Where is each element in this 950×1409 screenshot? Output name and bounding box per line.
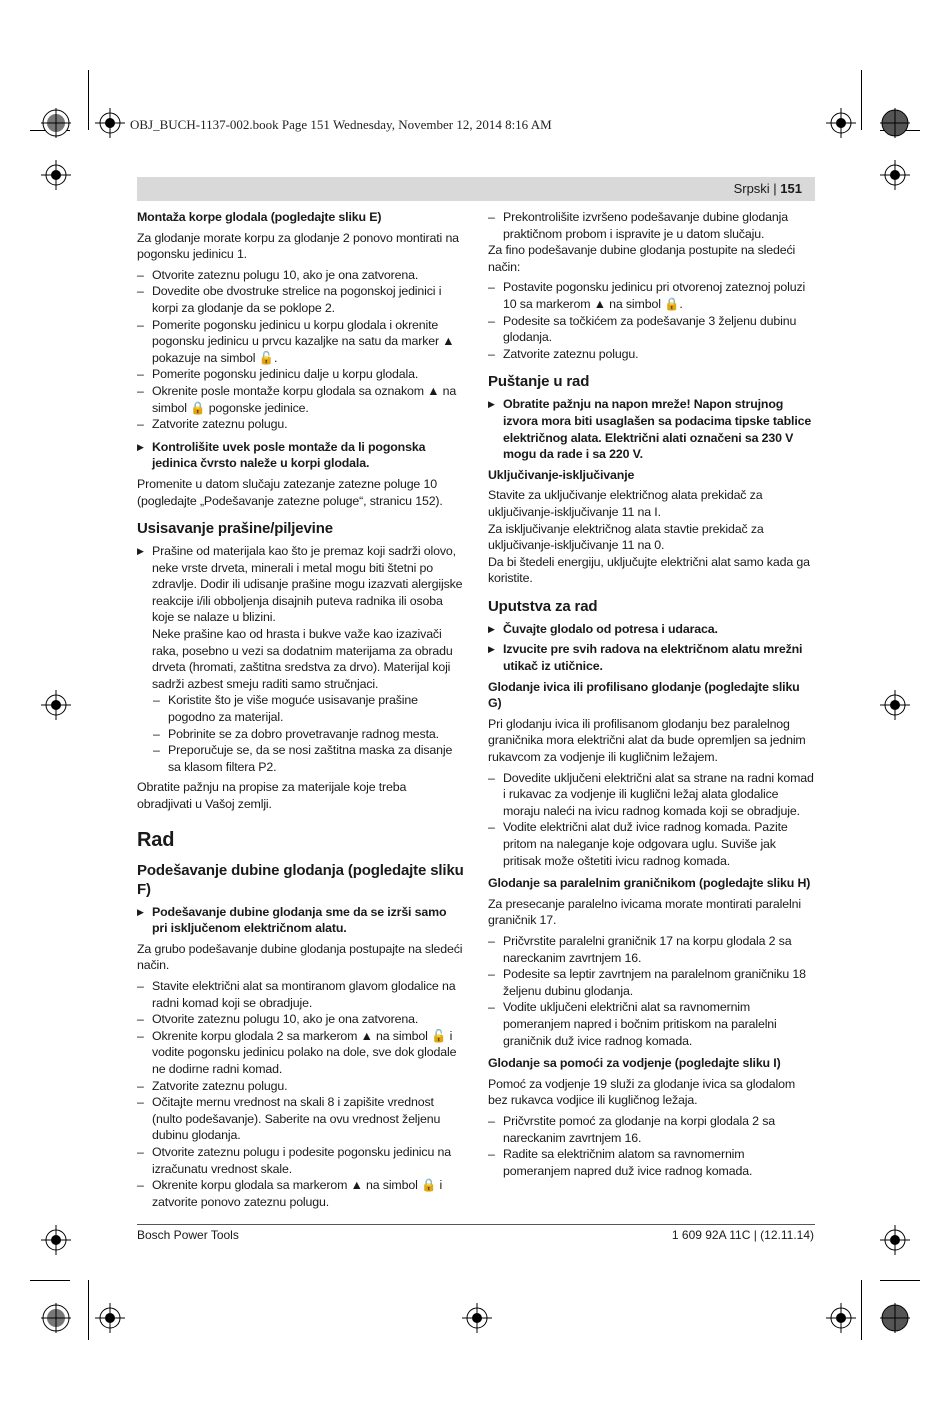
registration-mark-icon bbox=[95, 1303, 125, 1333]
warning-item: ▶ Izvucite pre svih radova na električnom alatu mrežni utikač iz utičnice. bbox=[488, 641, 815, 674]
section-title: Glodanje sa paralelnim graničnikom (pogledajte sliku H) bbox=[488, 876, 811, 891]
registration-mark-icon bbox=[880, 1225, 910, 1255]
crop-mark bbox=[861, 70, 862, 130]
paragraph: Promenite u datom slučaju zatezanje zatezne poluge 10 (pogledajte „Podešavanje zatezne poluge“, stranicu 152). bbox=[137, 476, 443, 508]
section-title: Usisavanje prašine/piljevine bbox=[137, 520, 333, 538]
list-item: – Otvorite zateznu polugu 10, ako je ona zatvorena. bbox=[137, 1011, 464, 1028]
list-item: – Okrenite korpu glodala 2 sa markerom ▲ na simbol 🔓 i vodite pogonsku jedinicu polako na dole, sve dok glodale ne dodirne radni komad. bbox=[137, 1028, 464, 1078]
list-item: – Pomerite pogonsku jedinicu dalje u korpu glodala. bbox=[137, 366, 464, 383]
dash-list bbox=[488, 1113, 815, 1179]
list-item: – Okrenite posle montaže korpu glodala sa oznakom ▲ na simbol 🔒 pogonske jedinice. bbox=[137, 383, 464, 416]
section-title: Podešavanje dubine glodanja (pogledajte sliku F) bbox=[137, 861, 464, 898]
paragraph: Da bi štedeli energiju, uključujte električni alat samo kada ga koristite. bbox=[488, 554, 810, 586]
registration-mark-icon bbox=[41, 108, 71, 138]
section-title: Uključivanje-isključivanje bbox=[488, 467, 635, 482]
registration-mark-icon bbox=[826, 1303, 856, 1333]
list-item: – Preporučuje se, da se nosi zaštitna maska za disanje sa klasom filtera P2. bbox=[137, 742, 464, 775]
registration-mark-icon bbox=[41, 1225, 71, 1255]
page-number: 151 bbox=[780, 181, 802, 196]
list-item: – Postavite pogonsku jedinicu pri otvorenoj zateznoj poluzi 10 sa markerom ▲ na simbol 🔒. bbox=[488, 279, 815, 312]
registration-mark-icon bbox=[462, 1303, 492, 1333]
dash-list bbox=[488, 933, 815, 1049]
crop-mark bbox=[30, 1280, 70, 1281]
crop-mark bbox=[88, 70, 89, 130]
section-title: Glodanje ivica ili profilisano glodanje (pogledajte sliku G) bbox=[488, 679, 800, 711]
paragraph: Obratite pažnju na propise za materijale koje treba obradjivati u Vašoj zemlji. bbox=[137, 780, 407, 811]
chapter-title: Rad bbox=[137, 828, 175, 851]
warning-item: ▶ Obratite pažnju na napon mreže! Napon strujnog izvora mora biti usaglašen sa podacima tipske tablice električnog alata. Električni alati označeni sa 230 V mogu da rade i sa 220 V. bbox=[488, 396, 815, 462]
registration-mark-icon bbox=[41, 690, 71, 720]
section-title: Puštanje u rad bbox=[488, 373, 590, 391]
section-title: Montaža korpe glodala (pogledajte sliku E) bbox=[137, 210, 382, 224]
paragraph: Za presecanje paralelno ivicama morate montirati paralelni graničnik 17. bbox=[488, 896, 801, 928]
list-item: – Pobrinite se za dobro provetravanje radnog mesta. bbox=[137, 726, 464, 743]
footer-rule bbox=[137, 1224, 815, 1225]
dash-list bbox=[488, 279, 815, 362]
registration-mark-icon bbox=[826, 108, 856, 138]
list-item: – Otvorite zateznu polugu i podesite pogonsku jedinicu na izračunatu vrednost skale. bbox=[137, 1144, 464, 1177]
list-item: – Podesite sa leptir zavrtnjem na paralelnom graničniku 18 željenu dubinu glodanja. bbox=[488, 966, 815, 999]
dash-list bbox=[137, 267, 464, 433]
dash-list bbox=[488, 209, 815, 242]
list-item: – Prekontrolišite izvršeno podešavanje dubine glodanja praktičnom probom i ispravite je u datom slučaju. bbox=[488, 209, 815, 242]
warning-text: Prašine od materijala kao što je premaz koji sadrži olovo, neke vrste drveta, minerali i metal mogu biti štetni po zdravlje. Dodir ili udisanje prašine mogu izazvati alergijske reakcije i/ili obboljenja disajnih puteva radnika ili osoba koje se nalaze u blizini. bbox=[152, 544, 463, 625]
registration-mark-icon bbox=[95, 108, 125, 138]
list-item: – Zatvorite zateznu polugu. bbox=[488, 346, 815, 363]
warning-item: ▶ Podešavanje dubine glodanja sme da se izrši samo pri isključenom električnom alatu. bbox=[137, 904, 464, 937]
section-title: Uputstva za rad bbox=[488, 597, 598, 615]
list-item: – Stavite električni alat sa montiranom glavom glodalice na radni komad koji se obradjuje. bbox=[137, 978, 464, 1011]
list-item: – Pričvrstite pomoć za glodanje na korpi glodala 2 sa nareckanim zavrtnjem 16. bbox=[488, 1113, 815, 1146]
crop-mark bbox=[861, 1280, 862, 1340]
list-item: – Koristite što je više moguće usisavanje prašine pogodno za materijal. bbox=[137, 692, 464, 725]
warning-item: ▶ Kontrolišite uvek posle montaže da li pogonska jedinica čvrsto naleže u korpi glodala. bbox=[137, 439, 464, 472]
list-item: – Okrenite korpu glodala sa markerom ▲ na simbol 🔒 i zatvorite ponovo zateznu polugu. bbox=[137, 1177, 464, 1210]
list-item: – Otvorite zateznu polugu 10, ako je ona zatvorena. bbox=[137, 267, 464, 284]
print-slug: OBJ_BUCH-1137-002.book Page 151 Wednesday, November 12, 2014 8:16 AM bbox=[130, 117, 552, 132]
running-header: Srpski | 151 bbox=[733, 181, 802, 196]
list-item: – Zatvorite zateznu polugu. bbox=[137, 1078, 464, 1095]
list-item: – Pričvrstite paralelni graničnik 17 na korpu glodala 2 sa nareckanim zavrtnjem 16. bbox=[488, 933, 815, 966]
crop-mark bbox=[88, 1280, 89, 1340]
header-section: Srpski bbox=[733, 181, 770, 196]
paragraph: Za glodanje morate korpu za glodanje 2 ponovo montirati na pogonsku jedinicu 1. bbox=[137, 230, 459, 262]
paragraph: Pomoć za vodjenje 19 služi za glodanje ivica sa glodalom bez rukavca vodjice ili kugličnog ležaja. bbox=[488, 1076, 796, 1108]
list-item: – Pomerite pogonsku jedinicu u korpu glodala i okrenite pogonsku jedinicu u prvcu kazaljke na satu da marker ▲ pokazuje na simbol 🔓. bbox=[137, 317, 464, 367]
list-item: – Vodite uključeni električni alat sa ravnomernim pomeranjem napred i bočnim pritiskom na paralelni graničnik duž ivice radnog komada. bbox=[488, 999, 815, 1049]
crop-mark bbox=[880, 1280, 920, 1281]
registration-mark-icon bbox=[880, 690, 910, 720]
warning-item: ▶ Čuvajte glodalo od potresa i udaraca. bbox=[488, 621, 815, 638]
warning-text: Neke prašine kao od hrasta i bukve važe kao izazivači raka, posebno u vezi sa dodatnim materijama za obradu drveta (hromati, zaštitna sredstva za drvo). Materijal koji sadrži azbest smeju raditi samo stručnjaci. bbox=[152, 627, 453, 691]
paragraph: Pri glodanju ivica ili profilisanom glodanju bez paralelnog graničnika mora električni alat da bude opremljen sa jednim rukavcom za vodjenje ili kugličnim ležajem. bbox=[488, 716, 806, 765]
paragraph: Stavite za uključivanje električnog alata prekidač za uključivanje-isključivanje 11 na I. bbox=[488, 488, 763, 519]
registration-mark-icon bbox=[880, 160, 910, 190]
list-item: – Zatvorite zateznu polugu. bbox=[137, 416, 464, 433]
dash-list bbox=[488, 770, 815, 870]
section-title: Glodanje sa pomoći za vodjenje (pogledajte sliku I) bbox=[488, 1056, 781, 1071]
paragraph: Za isključivanje električnog alata stavtie prekidač za uključivanje-isključivanje 11 na 0. bbox=[488, 521, 764, 553]
footer-brand: Bosch Power Tools bbox=[137, 1228, 239, 1242]
paragraph: Za fino podešavanje dubine glodanja postupite na sledeći način: bbox=[488, 243, 796, 274]
list-item: – Dovedite obe dvostruke strelice na pogonskoj jedinici i korpi za glodanje da se poklope 2. bbox=[137, 283, 464, 316]
left-column bbox=[137, 209, 464, 1210]
dash-list bbox=[137, 978, 464, 1210]
list-item: – Radite sa električnim alatom sa ravnomernim pomeranjem napred duž ivice radnog komada. bbox=[488, 1146, 815, 1179]
registration-mark-icon bbox=[41, 160, 71, 190]
registration-mark-icon bbox=[880, 1303, 910, 1333]
footer-code: 1 609 92A 11C | (12.11.14) bbox=[671, 1228, 814, 1242]
list-item: – Očitajte mernu vrednost na skali 8 i zapišite vrednost (nulto podešavanje). Saberite na ovu vrednost željenu dubinu glodanja. bbox=[137, 1094, 464, 1144]
list-item: – Podesite sa točkićem za podešavanje 3 željenu dubinu glodanja. bbox=[488, 313, 815, 346]
warning-item bbox=[137, 543, 464, 692]
paragraph: Za grubo podešavanje dubine glodanja postupajte na sledeći način. bbox=[137, 941, 463, 973]
dash-list bbox=[137, 692, 464, 775]
list-item: – Vodite električni alat duž ivice radnog komada. Pazite pritom na naleganje koje odgovara uglu. Suviše jak pritisak može oštetiti ivicu radnog komada. bbox=[488, 819, 815, 869]
registration-mark-icon bbox=[880, 108, 910, 138]
right-column bbox=[488, 209, 815, 1179]
header-bar bbox=[137, 177, 815, 201]
registration-mark-icon bbox=[41, 1303, 71, 1333]
list-item: – Dovedite uključeni električni alat sa strane na radni komad i rukavac za vodjenje ili kuglični ležaj alata glodalice moraju naleći na ivicu radnog komada koji se obradjuje. bbox=[488, 770, 815, 820]
